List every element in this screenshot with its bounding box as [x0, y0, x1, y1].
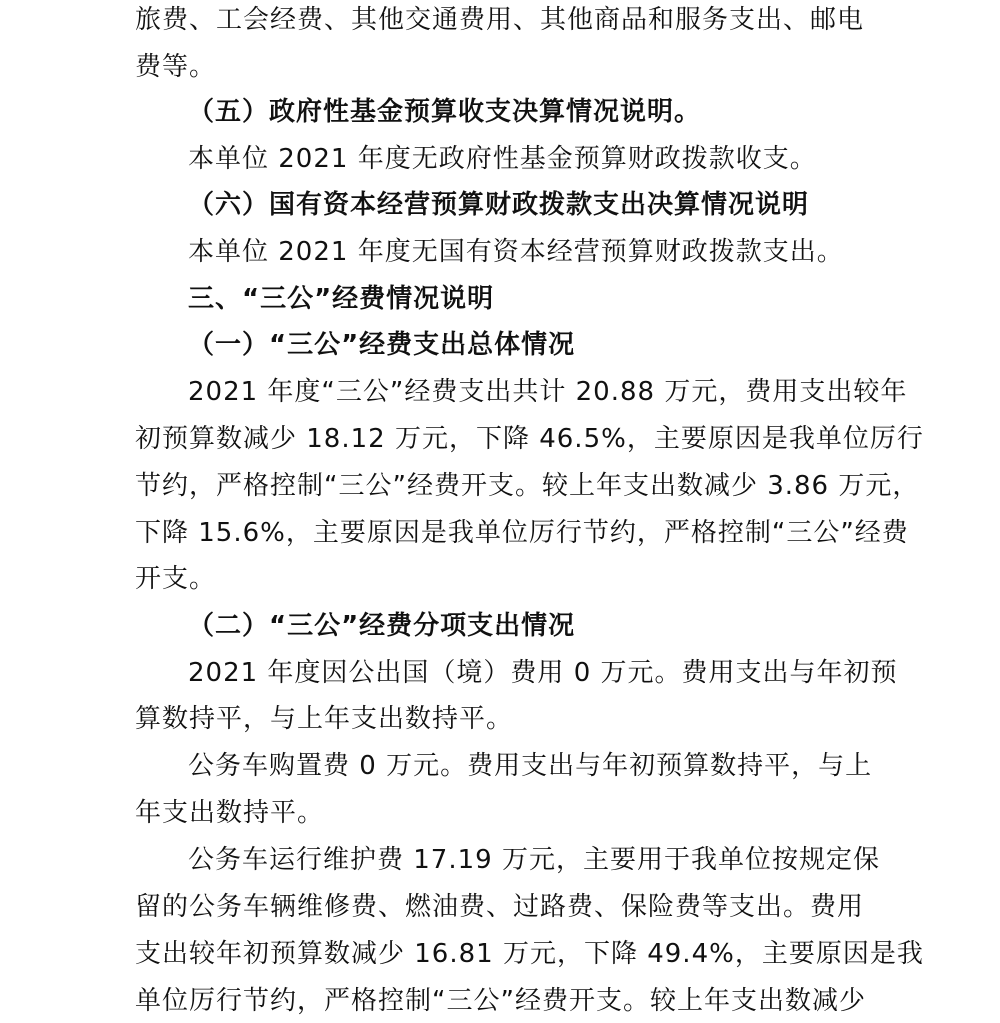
section-heading: （二）“三公”经费分项支出情况 [188, 611, 576, 641]
text-line: 留的公务车辆维修费、燃油费、过路费、保险费等支出。费用 [135, 892, 865, 922]
text-line: 本单位 2021 年度无国有资本经营预算财政拨款支出。 [188, 237, 844, 267]
text-line: 初预算数减少 18.12 万元，下降 46.5%，主要原因是我单位厉行 [135, 424, 924, 454]
text-line: 2021 年度因公出国（境）费用 0 万元。费用支出与年初预 [188, 658, 898, 688]
text-line: 下降 15.6%，主要原因是我单位厉行节约，严格控制“三公”经费 [135, 518, 909, 548]
section-heading: 三、“三公”经费情况说明 [188, 284, 495, 314]
text-line: 算数持平，与上年支出数持平。 [135, 704, 514, 734]
text-line: 费等。 [135, 52, 217, 82]
text-line: 单位厉行节约，严格控制“三公”经费开支。较上年支出数减少 [135, 986, 866, 1016]
text-line: 节约，严格控制“三公”经费开支。较上年支出数减少 3.86 万元， [135, 471, 920, 501]
section-heading: （六）国有资本经营预算财政拨款支出决算情况说明 [188, 190, 810, 220]
text-line: 旅费、工会经费、其他交通费用、其他商品和服务支出、邮电 [135, 5, 865, 35]
text-line: 年支出数持平。 [135, 798, 325, 828]
text-line: 2021 年度“三公”经费支出共计 20.88 万元，费用支出较年 [188, 377, 908, 407]
section-heading: （一）“三公”经费支出总体情况 [188, 330, 576, 360]
text-line: 公务车运行维护费 17.19 万元，主要用于我单位按规定保 [188, 845, 880, 875]
section-heading: （五）政府性基金预算收支决算情况说明。 [188, 97, 702, 127]
text-line: 支出较年初预算数减少 16.81 万元，下降 49.4%，主要原因是我 [135, 939, 924, 969]
text-line: 开支。 [135, 564, 217, 594]
text-line: 公务车购置费 0 万元。费用支出与年初预算数持平，与上 [188, 751, 873, 781]
text-line: 本单位 2021 年度无政府性基金预算财政拨款收支。 [188, 144, 817, 174]
